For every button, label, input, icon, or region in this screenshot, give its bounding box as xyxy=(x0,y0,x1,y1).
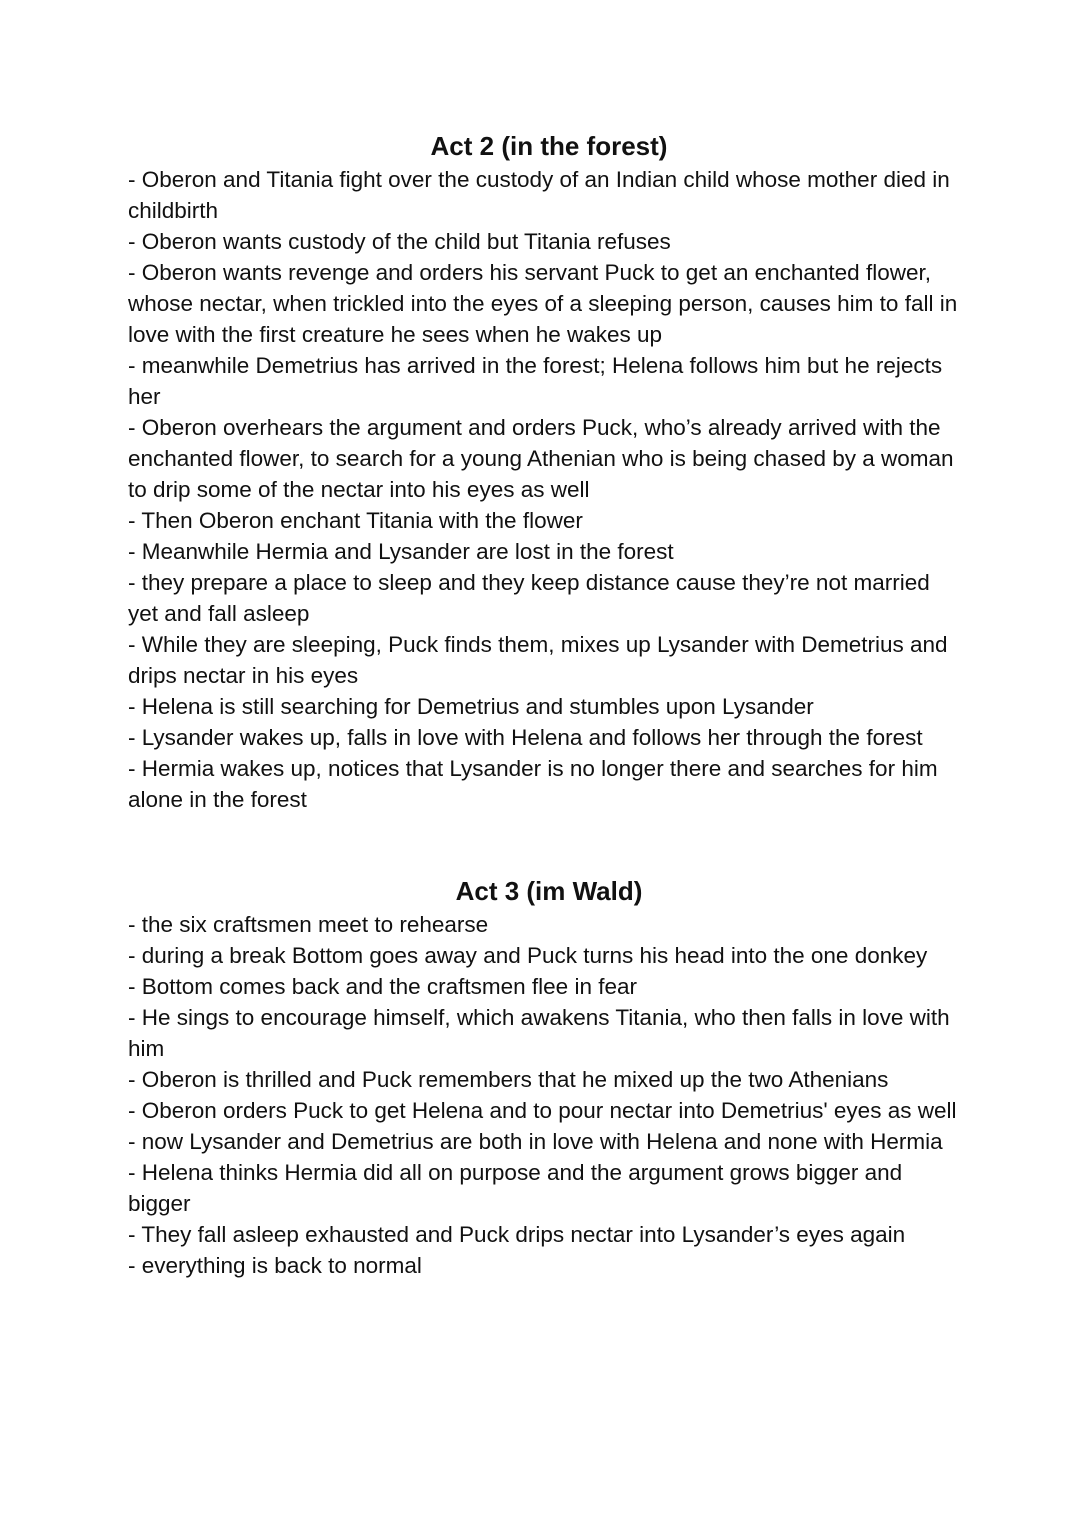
summary-line: - Helena is still searching for Demetrius and stumbles upon Lysander xyxy=(128,694,814,719)
summary-line: - Oberon wants custody of the child but Titania refuses xyxy=(128,229,671,254)
act-2-title: Act 2 (in the forest) xyxy=(430,131,668,161)
summary-line: - the six craftsmen meet to rehearse xyxy=(128,912,489,937)
summary-line: - Hermia wakes up, notices that Lysander is no longer there and searches for him alone in the forest xyxy=(128,756,938,812)
summary-line: - Oberon wants revenge and orders his servant Puck to get an enchanted flower, whose nectar, when trickled into the eyes of a sleeping person, causes him to fall in love with the first creature he sees when he wakes up xyxy=(128,260,958,347)
act-2-section xyxy=(128,128,958,815)
act-3-section xyxy=(128,873,958,1281)
summary-line: - now Lysander and Demetrius are both in love with Helena and none with Hermia xyxy=(128,1129,943,1154)
summary-line: - He sings to encourage himself, which awakens Titania, who then falls in love with him xyxy=(128,1005,950,1061)
summary-line: - Meanwhile Hermia and Lysander are lost in the forest xyxy=(128,539,674,564)
act-2-summary-list xyxy=(128,164,958,815)
summary-line: - Bottom comes back and the craftsmen flee in fear xyxy=(128,974,637,999)
summary-line: - Helena thinks Hermia did all on purpose and the argument grows bigger and bigger xyxy=(128,1160,903,1216)
summary-line: - They fall asleep exhausted and Puck drips nectar into Lysander’s eyes again xyxy=(128,1222,906,1247)
document-page xyxy=(128,128,958,1281)
summary-line: - Oberon and Titania fight over the custody of an Indian child whose mother died in childbirth xyxy=(128,167,950,223)
act-3-summary-list xyxy=(128,909,958,1281)
act-3-title: Act 3 (im Wald) xyxy=(455,876,643,906)
summary-line: - Oberon is thrilled and Puck remembers that he mixed up the two Athenians xyxy=(128,1067,889,1092)
summary-line: - during a break Bottom goes away and Puck turns his head into the one donkey xyxy=(128,943,928,968)
summary-line: - Then Oberon enchant Titania with the flower xyxy=(128,508,583,533)
summary-line: - Oberon orders Puck to get Helena and to pour nectar into Demetrius' eyes as well xyxy=(128,1098,957,1123)
summary-line: - everything is back to normal xyxy=(128,1253,422,1278)
summary-line: - While they are sleeping, Puck finds them, mixes up Lysander with Demetrius and drips nectar in his eyes xyxy=(128,632,948,688)
summary-line: - Lysander wakes up, falls in love with Helena and follows her through the forest xyxy=(128,725,923,750)
summary-line: - Oberon overhears the argument and orders Puck, who’s already arrived with the enchanted flower, to search for a young Athenian who is being chased by a woman to drip some of the nectar into his eyes as well xyxy=(128,415,954,502)
summary-line: - meanwhile Demetrius has arrived in the forest; Helena follows him but he rejects her xyxy=(128,353,943,409)
summary-line: - they prepare a place to sleep and they keep distance cause they’re not married yet and fall asleep xyxy=(128,570,930,626)
